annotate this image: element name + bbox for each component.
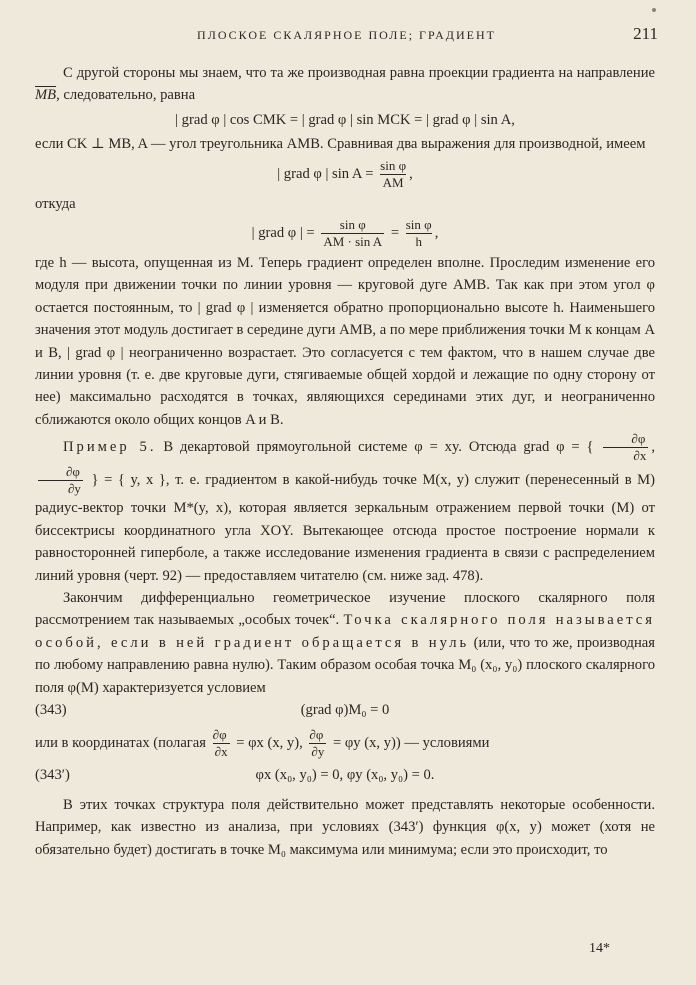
eq-text: , bbox=[409, 165, 413, 182]
page-number: 211 bbox=[633, 24, 658, 43]
eq-text: = bbox=[390, 224, 400, 241]
example-label: Пример 5. bbox=[63, 439, 157, 456]
text-line: С другой стороны мы знаем, что та же производная равна проекции bbox=[63, 65, 489, 81]
fraction bbox=[603, 431, 648, 464]
equation-body: φx (x₀, y₀) = 0, φy (x₀, y₀) = 0. bbox=[255, 766, 435, 783]
numerator: ∂φ bbox=[66, 464, 80, 480]
text-line: M(x, y) служит (перенесенный в M) радиус-вектор точки M*(y, x), которая является зеркальным отражением первой точки (M) от биссектрисы координатного угла XOY. Вытекающее отсюда простое построение нормали к равносторонней гиперболе, а также исследование изменения градиента в связи с распределением линий уровня (черт. 92) — предоставляем читателю (см. ниже зад. 478). bbox=[35, 472, 656, 584]
paragraph-4: где h — высота, опущенная из M. Теперь градиент определен вполне. Проследим изменение его модуля при движении точки по линии уровня — круговой дуге AMB. Так как при этом угол φ остается постоянным, то | grad φ | изменяется обратно пропорционально высоте h. Наименьшего значения этот модуль достигает в середине дуги AMB, а по мере приближения точки M к концам A и B, | grad φ | неограниченно возрастает. Это согласуется с тем фактом, что в нашем случае две линии уровня (т. е. две круговые дуги, стягиваемые общей хордой и лежащие по одну сторону от нее) максимально расходятся в точках, являющихся серединами этих дуг, и неограниченно сближаются около общих концов A и B. bbox=[35, 255, 655, 428]
definition-text: Точка скалярного поля называется особой, если в ней градиент обращается в нуль bbox=[35, 612, 655, 651]
text-line: } = { y, x }, т. е. градиентом в какой-нибудь точке bbox=[91, 472, 417, 489]
eq-text: = φx (x, y), bbox=[236, 734, 303, 751]
numerator: sin φ bbox=[380, 157, 407, 173]
eq-text: | grad φ | = bbox=[251, 224, 315, 241]
text-line: Закончим дифференциально геометрическое изучение плоского скалярного поля рассмотрением так называемых „особых точек“. bbox=[35, 589, 655, 629]
equation-body: (grad φ)M₀ = 0 bbox=[300, 701, 390, 718]
fraction bbox=[380, 158, 406, 191]
fraction bbox=[38, 464, 83, 497]
page-body bbox=[35, 62, 655, 861]
text-line: В декартовой прямоугольной системе φ = xy. Отсюда bbox=[163, 439, 517, 456]
equation-label: (343′) bbox=[35, 766, 70, 783]
eq-text: grad φ = { bbox=[523, 439, 594, 456]
equation-343 bbox=[35, 699, 655, 723]
denominator: ∂y bbox=[311, 743, 325, 759]
denominator: AM · sin A bbox=[323, 234, 383, 250]
numerator: sin φ bbox=[339, 217, 366, 233]
numerator: ∂φ bbox=[212, 726, 227, 742]
paragraph-8: В этих точках структура поля действительно может представлять некоторые особенности. Например, как известно из анализа, при условиях (343′) функция φ(x, y) может (хотя не обязательно будет) достигать в точке M₀ максимума или минимума; если это происходит, то bbox=[35, 796, 655, 858]
equation-1: | grad φ | cos CMK = | grad φ | sin MCK = | grad φ | sin A, bbox=[175, 111, 515, 128]
denominator: AM bbox=[380, 174, 406, 191]
denominator: h bbox=[406, 233, 432, 250]
paragraph-7 bbox=[35, 727, 655, 760]
equation-label: (343) bbox=[35, 701, 67, 718]
paragraph-3: откуда bbox=[35, 195, 76, 212]
numerator: ∂φ bbox=[631, 431, 646, 447]
speck-mark bbox=[652, 8, 656, 12]
eq-text: , bbox=[651, 439, 655, 456]
numerator: sin φ bbox=[405, 217, 432, 233]
equation-3 bbox=[35, 217, 655, 250]
fraction bbox=[309, 727, 326, 760]
denominator: ∂x bbox=[214, 743, 228, 759]
equation-2 bbox=[35, 158, 655, 191]
text-line: , следовательно, равна bbox=[56, 87, 196, 104]
paragraph-1 bbox=[35, 62, 655, 107]
text-line: = φy (x, y)) — условиями bbox=[333, 734, 490, 751]
fraction bbox=[406, 217, 432, 250]
text-line: для производной, имеем bbox=[493, 136, 646, 153]
page-header bbox=[35, 22, 658, 52]
eq-text: | grad φ | sin A = bbox=[277, 165, 374, 182]
vector-mb: $\overline{MB}$ bbox=[35, 87, 57, 104]
text-line: (или, что то же, производная по любому направлению равна нулю). Таким образом особая точка M₀ (x₀, y₀) плоского скалярного поля φ(M) характеризуется условием bbox=[35, 634, 655, 696]
denominator: ∂x bbox=[603, 447, 648, 464]
eq-text: , bbox=[434, 224, 439, 241]
text-line: или в координатах (полагая bbox=[35, 734, 206, 751]
running-head: ПЛОСКОЕ СКАЛЯРНОЕ ПОЛЕ; ГРАДИЕНТ bbox=[197, 28, 496, 42]
text-line: градиента на направление bbox=[492, 65, 655, 81]
text-line: если CK ⊥ MB, A — угол треугольника AMB. Сравнивая два выражения bbox=[35, 136, 491, 153]
equation-343-prime bbox=[35, 764, 655, 788]
paragraph-5 bbox=[35, 431, 655, 587]
signature-mark: 14* bbox=[589, 941, 610, 956]
fraction bbox=[213, 727, 230, 760]
fraction bbox=[321, 217, 384, 250]
denominator: ∂y bbox=[38, 480, 83, 497]
paragraph-6 bbox=[35, 587, 655, 699]
paragraph-2 bbox=[35, 133, 655, 155]
numerator: ∂φ bbox=[309, 726, 324, 742]
